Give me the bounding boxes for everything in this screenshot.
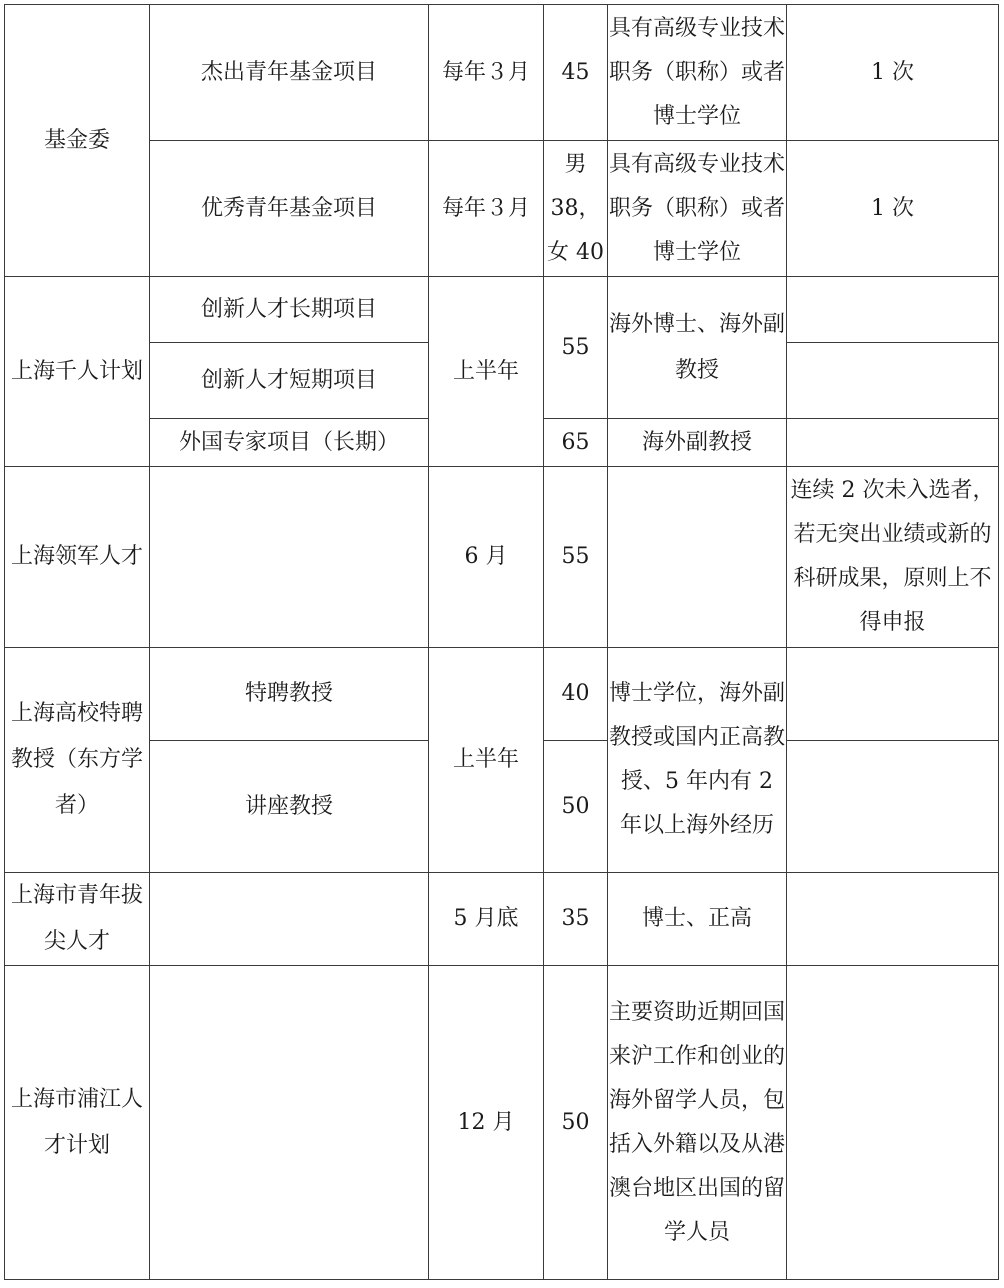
table-row	[5, 467, 999, 648]
time-cell: 5 月底	[429, 873, 544, 966]
age-cell: 40	[544, 648, 608, 741]
org-cell: 上海市浦江人才计划	[5, 966, 150, 1280]
table-row	[5, 873, 999, 966]
time-cell: 上半年	[429, 648, 544, 873]
table-row	[5, 648, 999, 741]
requirement-cell: 具有高级专业技术职务（职称）或者博士学位	[608, 5, 787, 141]
limit-cell	[787, 966, 999, 1280]
limit-cell	[787, 343, 999, 419]
age-cell: 55	[544, 277, 608, 419]
table-row	[5, 277, 999, 343]
age-cell: 65	[544, 419, 608, 467]
project-cell: 特聘教授	[150, 648, 429, 741]
requirement-cell: 海外博士、海外副教授	[608, 277, 787, 419]
talent-program-table	[4, 4, 999, 1280]
time-cell: 每年３月	[429, 5, 544, 141]
age-cell: 35	[544, 873, 608, 966]
limit-cell	[787, 741, 999, 873]
requirement-cell: 博士、正高	[608, 873, 787, 966]
age-cell: 55	[544, 467, 608, 648]
project-cell: 创新人才短期项目	[150, 343, 429, 419]
table-row	[5, 5, 999, 141]
project-cell: 创新人才长期项目	[150, 277, 429, 343]
project-cell	[150, 467, 429, 648]
limit-cell: 1 次	[787, 5, 999, 141]
limit-cell	[787, 419, 999, 467]
requirement-cell: 海外副教授	[608, 419, 787, 467]
org-cell: 上海千人计划	[5, 277, 150, 467]
org-cell: 基金委	[5, 5, 150, 277]
time-cell: 上半年	[429, 277, 544, 467]
project-cell: 外国专家项目（长期）	[150, 419, 429, 467]
limit-cell	[787, 277, 999, 343]
limit-cell	[787, 873, 999, 966]
limit-cell	[787, 648, 999, 741]
limit-cell: 连续 2 次未入选者，若无突出业绩或新的科研成果，原则上不得申报	[787, 467, 999, 648]
project-cell: 优秀青年基金项目	[150, 141, 429, 277]
table-row	[5, 966, 999, 1280]
table-row	[5, 141, 999, 277]
project-cell: 讲座教授	[150, 741, 429, 873]
requirement-cell: 博士学位，海外副教授或国内正高教授、5 年内有 2 年以上海外经历	[608, 648, 787, 873]
time-cell: 6 月	[429, 467, 544, 648]
org-cell: 上海高校特聘教授（东方学者）	[5, 648, 150, 873]
limit-cell: 1 次	[787, 141, 999, 277]
age-cell: 50	[544, 741, 608, 873]
age-cell: 男38，女 40	[544, 141, 608, 277]
age-cell: 50	[544, 966, 608, 1280]
org-cell: 上海市青年拔尖人才	[5, 873, 150, 966]
requirement-cell: 具有高级专业技术职务（职称）或者博士学位	[608, 141, 787, 277]
age-cell: 45	[544, 5, 608, 141]
requirement-cell: 主要资助近期回国来沪工作和创业的海外留学人员，包括入外籍以及从港澳台地区出国的留学人员	[608, 966, 787, 1280]
project-cell	[150, 873, 429, 966]
time-cell: 每年３月	[429, 141, 544, 277]
requirement-cell	[608, 467, 787, 648]
time-cell: 12 月	[429, 966, 544, 1280]
project-cell	[150, 966, 429, 1280]
org-cell: 上海领军人才	[5, 467, 150, 648]
project-cell: 杰出青年基金项目	[150, 5, 429, 141]
